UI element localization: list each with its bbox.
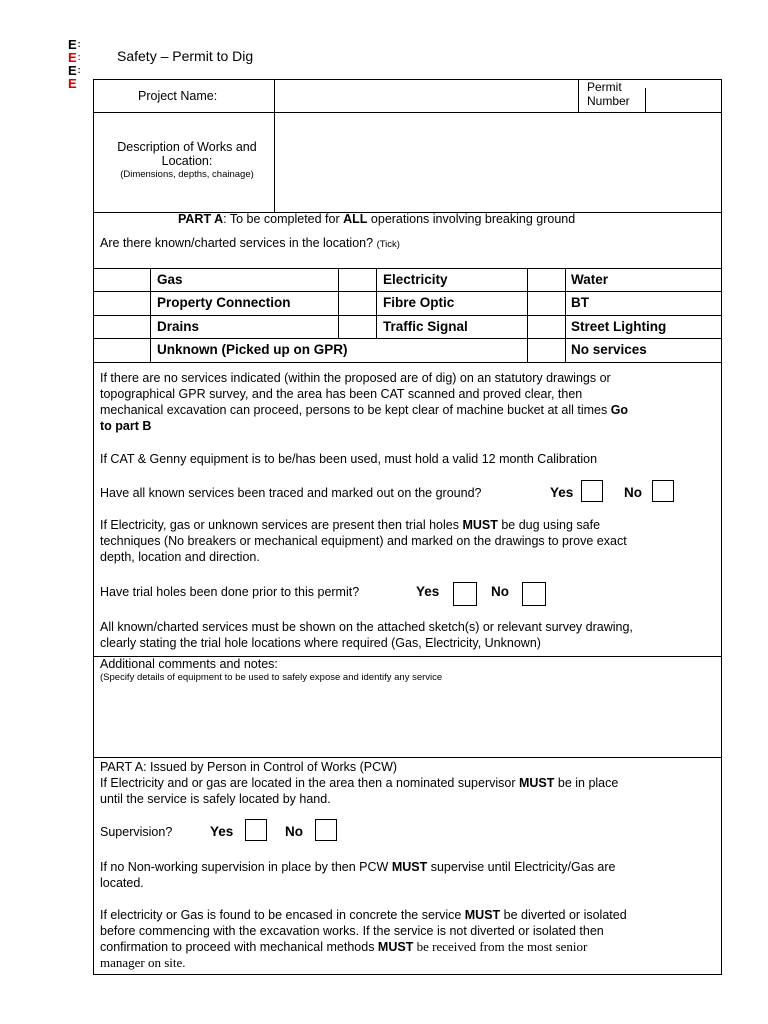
permit-number-field[interactable] (647, 90, 719, 110)
pcw-paragraph: If no Non-working supervision in place by then PCW MUST supervise until Electricity/Gas are located. (100, 860, 616, 890)
project-name-field[interactable] (276, 82, 576, 110)
traced-yes-label: Yes (550, 485, 574, 500)
drains-tick-cell[interactable] (94, 316, 149, 337)
service-fibre-optic: Fibre Optic (383, 295, 455, 310)
service-street-lighting: Street Lighting (571, 319, 667, 334)
service-no-services: No services (571, 342, 647, 357)
water-tick-cell[interactable] (528, 269, 564, 290)
traced-question: Have all known services been traced and marked out on the ground? (100, 486, 482, 500)
trial-question: Have trial holes been done prior to this permit? (100, 585, 360, 599)
services-question: Are there known/charted services in the location? (Tick) (100, 236, 400, 250)
bt-tick-cell[interactable] (528, 292, 564, 314)
supervision-question: Supervision? (100, 825, 173, 839)
trial-holes-paragraph: If Electricity, gas or unknown services are present then trial holes MUST be dug using safe techniques (No breakers or mechanical equipment) and marked on the drawings to prove exact depth, location and direction. (100, 518, 627, 564)
service-traffic-signal: Traffic Signal (383, 319, 468, 334)
traced-no-label: No (624, 485, 642, 500)
company-logo (68, 38, 88, 90)
supervision-yes-label: Yes (210, 824, 234, 839)
unknown-tick-cell[interactable] (94, 339, 149, 361)
no-services-paragraph: If there are no services indicated (within the proposed are of dig) on an statutory drawings or topographical GPR survey, and the area has been CAT scanned and proved clear, then mechanical excavation can proceed, persons to be kept clear of machine bucket at all times Go to part B (100, 371, 629, 433)
page-title: Safety – Permit to Dig (117, 48, 254, 64)
street-lighting-tick-cell[interactable] (528, 316, 564, 337)
service-property-connection: Property Connection (157, 295, 291, 310)
traced-no-checkbox[interactable] (652, 480, 674, 502)
logo-letter: E: (68, 63, 81, 78)
service-water: Water (571, 272, 609, 287)
fibre-optic-tick-cell[interactable] (339, 292, 375, 314)
calibration-paragraph: If CAT & Genny equipment is to be/has been used, must hold a valid 12 month Calibration (100, 452, 598, 466)
trial-yes-checkbox[interactable] (453, 582, 477, 606)
traffic-signal-tick-cell[interactable] (339, 316, 375, 337)
comments-field[interactable] (95, 688, 720, 756)
comments-label: Additional comments and notes: (Specify details of equipment to be used to safely expose and identify any service (100, 657, 443, 683)
supervision-no-checkbox[interactable] (315, 819, 337, 841)
supervision-no-label: No (285, 824, 303, 839)
trial-yes-label: Yes (416, 584, 440, 599)
service-electricity: Electricity (383, 272, 448, 287)
project-name-label: Project Name: (138, 89, 218, 103)
description-field[interactable] (276, 114, 720, 210)
trial-no-label: No (491, 584, 509, 599)
logo-letter: E: (68, 50, 81, 65)
sketch-paragraph: All known/charted services must be shown on the attached sketch(s) or relevant survey drawing, clearly stating the trial hole locations where required (Gas, Electricity, Unknown) (100, 620, 633, 650)
service-bt: BT (571, 295, 589, 310)
gas-tick-cell[interactable] (94, 269, 149, 290)
trial-no-checkbox[interactable] (522, 582, 546, 606)
traced-yes-checkbox[interactable] (581, 480, 603, 502)
service-gas: Gas (157, 272, 183, 287)
part-a-heading: PART A: To be completed for ALL operations involving breaking ground (178, 212, 576, 226)
no-services-tick-cell[interactable] (528, 339, 564, 361)
logo-letter: E (68, 76, 77, 91)
description-label: Description of Works and Location: (Dimensions, depths, chainage) (117, 140, 257, 180)
concrete-paragraph: If electricity or Gas is found to be encased in concrete the service MUST be diverted or isolated before commencing with the excavation works. If the service is not diverted or isolated then confirmation to proceed with mechanical methods MUST be received from the most senior manager on site. (100, 908, 627, 970)
supervisor-paragraph: PART A: Issued by Person in Control of Works (PCW) If Electricity and or gas are located in the area then a nominated supervisor MUST be in place until the service is safely located by hand. (100, 760, 619, 806)
supervision-yes-checkbox[interactable] (245, 819, 267, 841)
permit-number-label: Permit Number (587, 80, 630, 108)
electricity-tick-cell[interactable] (339, 269, 375, 290)
property-connection-tick-cell[interactable] (94, 292, 149, 314)
service-drains: Drains (157, 319, 200, 334)
service-unknown: Unknown (Picked up on GPR) (157, 342, 348, 357)
logo-letter: E: (68, 37, 81, 52)
